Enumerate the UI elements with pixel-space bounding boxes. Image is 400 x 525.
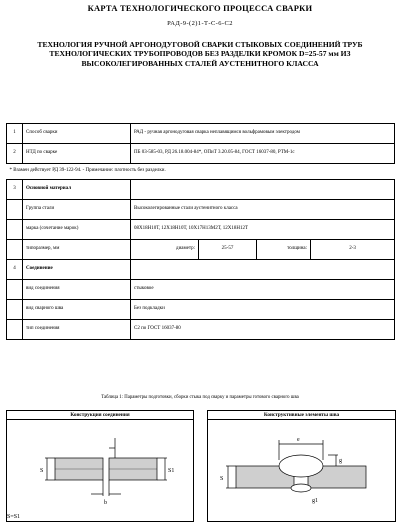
connection-type-value: С2 по ГОСТ 16037-80 xyxy=(131,320,395,340)
label-e: e xyxy=(297,437,300,443)
ntd-label: НТД по сварке xyxy=(23,144,131,164)
label-s1: S1 xyxy=(168,468,175,474)
base-material-label: Основной материал xyxy=(23,180,131,200)
seam-elements-drawing xyxy=(208,420,395,520)
row-number: 4 xyxy=(7,260,23,280)
seam-type-label: вид сварного шва xyxy=(23,300,131,320)
empty-cell xyxy=(7,300,23,320)
diameter-value: 25-57 xyxy=(199,240,257,260)
seam-elements-panel xyxy=(207,410,396,522)
label-s: S xyxy=(40,468,44,474)
ntd-value: ПБ 03-585-03, РД 26.18.004-84*, ОПиТ 3.20.05-84, ГОСТ 16037-80, РТМ-1с xyxy=(131,144,395,164)
note-text: * Взамен действует РД 39-122-94. - Примечание: плотность без разделки. xyxy=(9,168,166,174)
thickness-value: 2-3 xyxy=(311,240,395,260)
note-row xyxy=(7,164,395,180)
grade-label: марка (сочетание марок) xyxy=(23,220,131,240)
empty-cell xyxy=(131,260,395,280)
welding-method-label: Способ сварки xyxy=(23,124,131,144)
diameter-label: диаметр: xyxy=(131,240,199,260)
heading-line: ТЕХНОЛОГИЧЕСКИХ ТРУБОПРОВОДОВ БЕЗ РАЗДЕЛКИ КРОМОК D=25-57 мм ИЗ xyxy=(49,49,351,59)
empty-cell xyxy=(7,320,23,340)
document-code: РАД-9-(2)1-Т-С-6-С2 xyxy=(167,20,233,27)
seam-type-value: Без подкладки xyxy=(131,300,395,320)
label-s: S xyxy=(220,476,224,482)
empty-cell xyxy=(131,180,395,200)
empty-cell xyxy=(7,220,23,240)
welding-method-value: РАД - ручная аргонодуговая сварка неплавящимся вольфрамовым электродом xyxy=(131,124,395,144)
document-title: КАРТА ТЕХНОЛОГИЧЕСКОГО ПРОЦЕССА СВАРКИ xyxy=(87,3,313,13)
seam-elements-title: Конструктивные элементы шва xyxy=(208,411,395,420)
connection-type-label: тип соединения xyxy=(23,320,131,340)
joint-design-panel xyxy=(6,410,194,522)
joint-type-label: вид соединения xyxy=(23,280,131,300)
table-caption: Таблица 1: Параметры подготовки, сборки стыка под сварку и параметры готового сварного шва xyxy=(101,395,299,400)
label-g1: g1 xyxy=(312,498,318,504)
grade-value: 08Х18Н10Т, 12Х18Н10Т, 10Х17Н13М2Т, 12Х18Н12Т xyxy=(131,220,395,240)
document-heading xyxy=(6,40,394,68)
empty-cell xyxy=(7,280,23,300)
steel-group-value: Высоколегированные стали аустенитного класса xyxy=(131,200,395,220)
empty-cell xyxy=(7,240,23,260)
heading-line: ВЫСОКОЛЕГИРОВАННЫХ СТАЛЕЙ АУСТЕНИТНОГО КЛАССА xyxy=(81,58,319,68)
thickness-label: толщина: xyxy=(257,240,311,260)
joint-type-value: стыковое xyxy=(131,280,395,300)
joint-design-title: Конструкция соединения xyxy=(7,411,193,420)
size-label: типоразмер, мм xyxy=(23,240,131,260)
label-b: b xyxy=(104,500,107,506)
process-table xyxy=(6,123,395,340)
row-number: 1 xyxy=(7,124,23,144)
row-number: 2 xyxy=(7,144,23,164)
footnote-s-equals-s1: S=S1 xyxy=(7,514,21,520)
joint-design-drawing xyxy=(7,420,193,520)
heading-line: ТЕХНОЛОГИЯ РУЧНОЙ АРГОНОДУГОВОЙ СВАРКИ СТЫКОВЫХ СОЕДИНЕНИЙ ТРУБ xyxy=(37,40,363,49)
joint-label: Соединение xyxy=(23,260,131,280)
steel-group-label: Группа стали xyxy=(23,200,131,220)
label-g: g xyxy=(339,458,342,464)
empty-cell xyxy=(7,200,23,220)
row-number: 3 xyxy=(7,180,23,200)
